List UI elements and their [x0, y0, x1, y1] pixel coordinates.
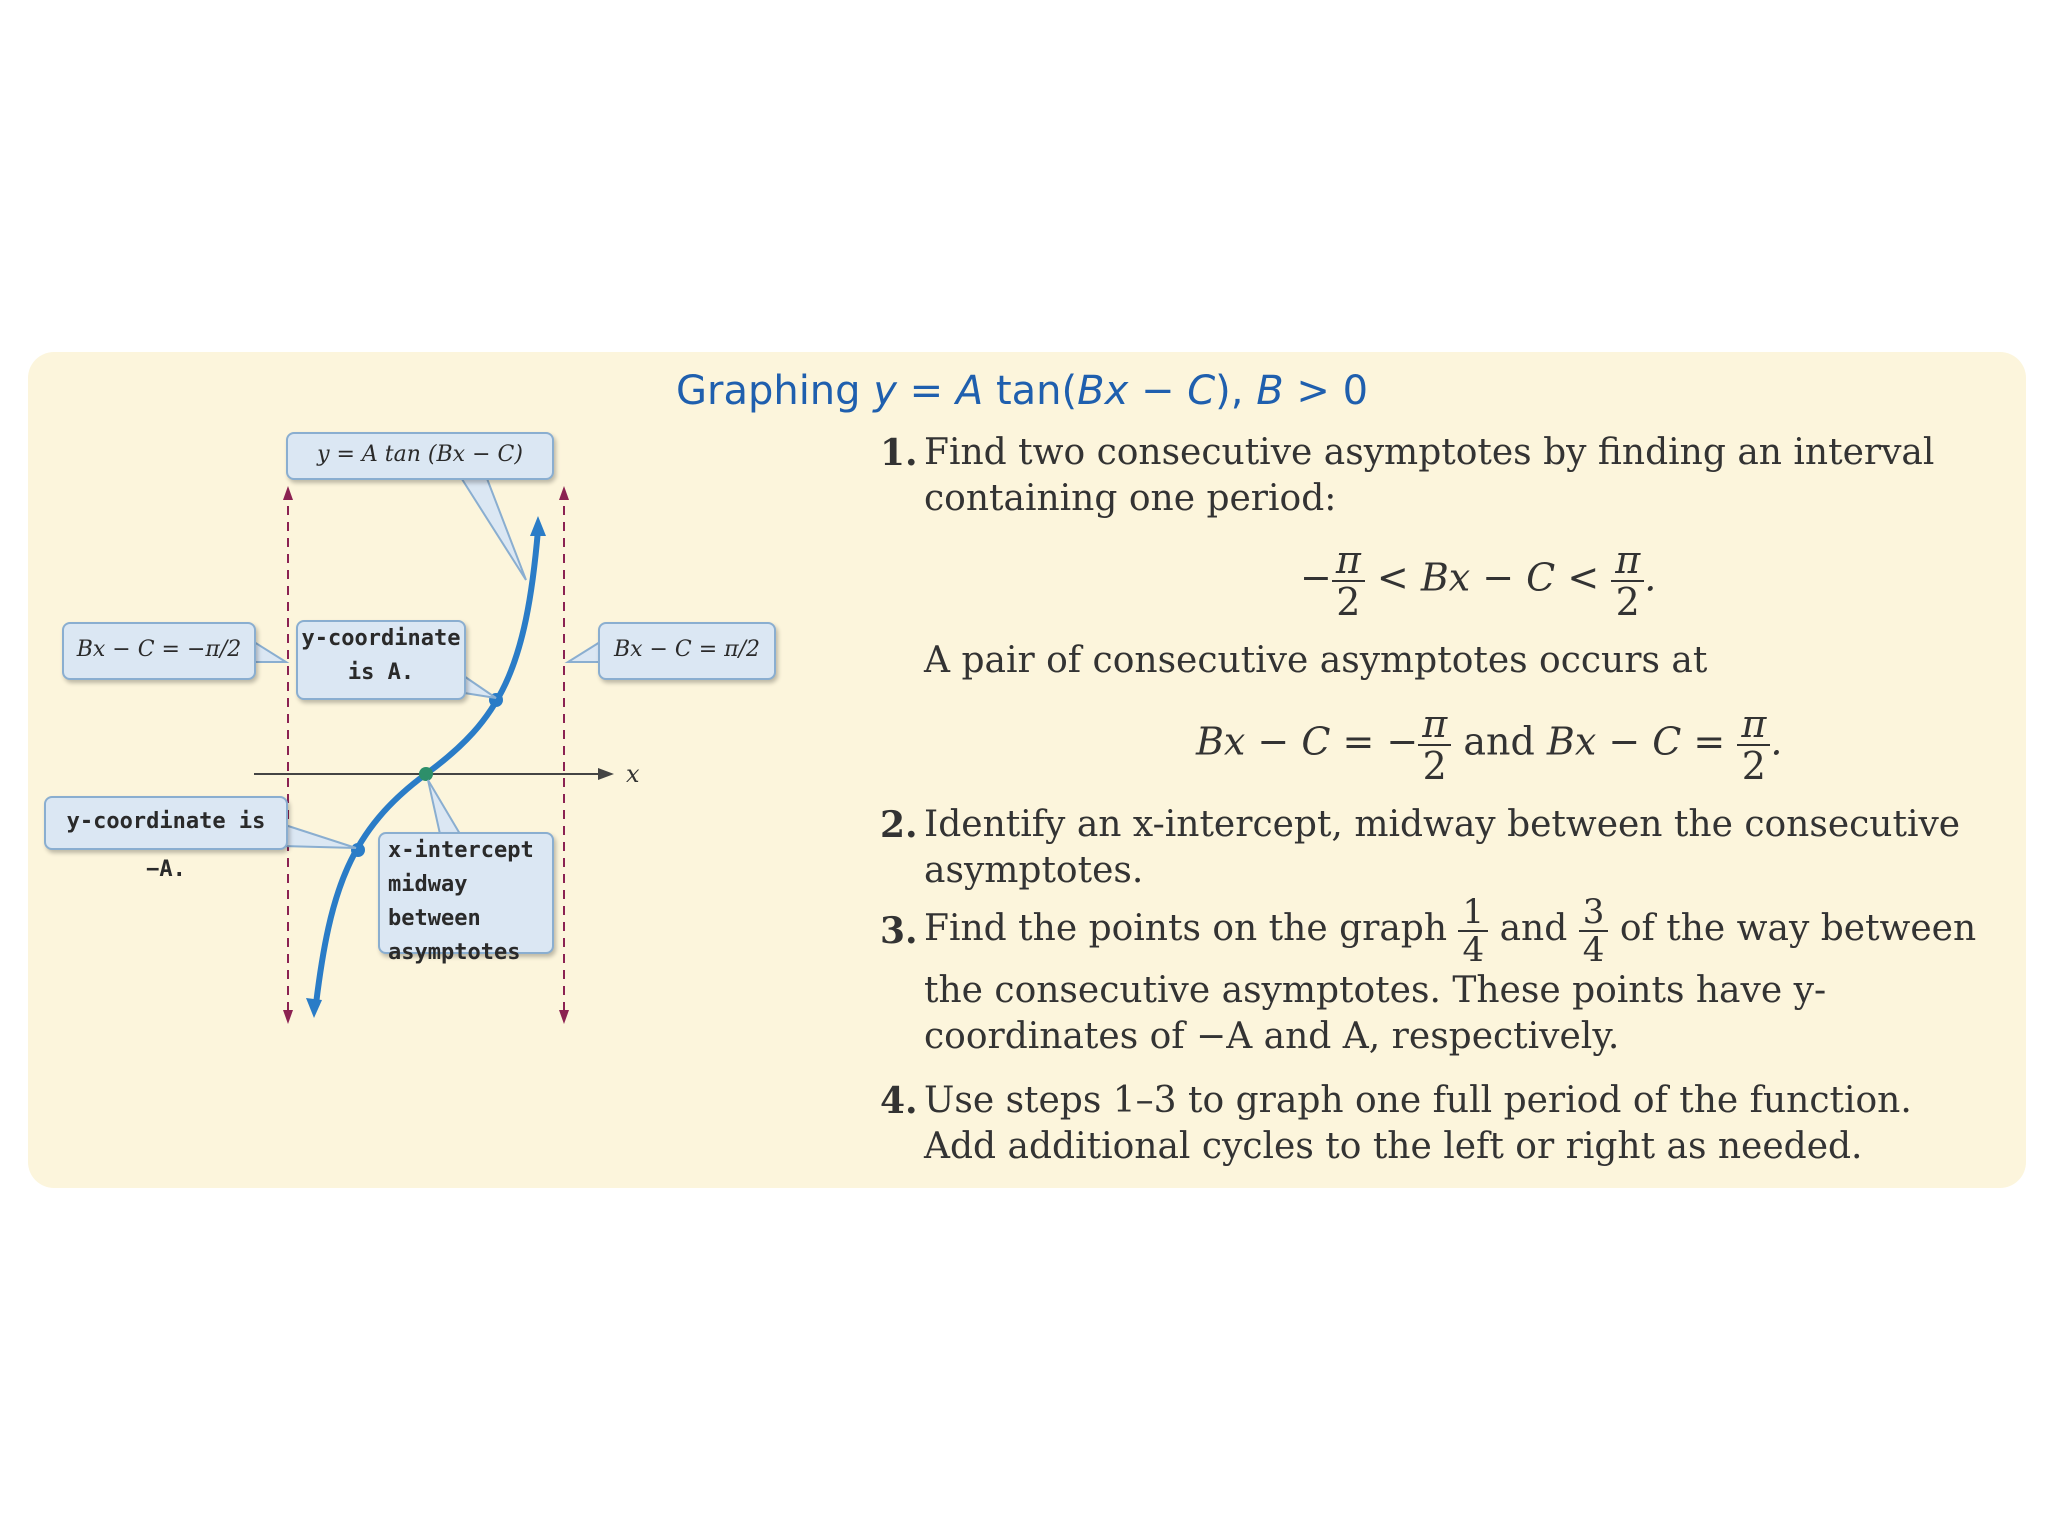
- x-axis-label: x: [626, 760, 640, 788]
- step-number: 4.: [880, 1080, 918, 1122]
- callout-y-coordinate-negative-a: y-coordinate is −A.: [44, 796, 288, 850]
- step-number: 3.: [880, 910, 918, 952]
- step-text: Identify an x-intercept, midway between the consecutive asymptotes.: [924, 804, 1961, 891]
- pointer-y-negative: [282, 824, 356, 848]
- step-number: 1.: [880, 432, 918, 474]
- pointer-right-asymptote: [568, 642, 600, 662]
- step-text: A pair of consecutive asymptotes occurs at: [924, 640, 1708, 681]
- fraction-one-quarter: $\frac{1}{4}$: [1458, 894, 1488, 968]
- callout-right-asymptote: Bx − C = π/2: [598, 622, 776, 680]
- step-text: Find the points on the graph $\frac{1}{4}$ and $\frac{3}{4}$ of the way between the consecutive asymptotes. These points have y-coordinates of −A and A, respectively.: [924, 892, 1977, 1057]
- page-title: Graphing y = A tan(Bx − C), B > 0: [676, 368, 1369, 414]
- step-text: Use steps 1–3 to graph one full period of the function. Add additional cycles to the left or right as needed.: [924, 1080, 1912, 1167]
- curve-arrow-bottom: [306, 998, 322, 1018]
- callout-y-coordinate-a: y-coordinate is A.: [296, 620, 466, 700]
- point-x-intercept: [419, 767, 433, 781]
- interval-equation: − $\frac{\pi}{2}$ < Bx − C < $\frac{\pi}{2}$ .: [1300, 538, 1657, 624]
- pointer-intercept: [428, 780, 460, 834]
- fraction-three-quarters: $\frac{3}{4}$: [1579, 894, 1609, 968]
- left-asymptote-arrow-down: [283, 1010, 293, 1024]
- step-number: 2.: [880, 804, 918, 846]
- left-asymptote-arrow-up: [283, 486, 293, 500]
- x-axis-arrow: [598, 768, 614, 780]
- asymptote-equation: Bx − C = − $\frac{\pi}{2}$ and Bx − C = $\frac{\pi}{2}$ .: [1196, 702, 1783, 788]
- pointer-top: [460, 476, 526, 580]
- pointer-left-asymptote: [254, 642, 286, 662]
- curve-arrow-top: [530, 516, 546, 536]
- step-text: Find two consecutive asymptotes by finding an interval containing one period:: [924, 432, 1935, 519]
- right-asymptote-arrow-up: [559, 486, 569, 500]
- callout-x-intercept: x-intercept midway between asymptotes: [378, 832, 554, 954]
- right-asymptote-arrow-down: [559, 1010, 569, 1024]
- callout-left-asymptote: Bx − C = −π/2: [62, 622, 256, 680]
- callout-equation: y = A tan (Bx − C): [286, 432, 554, 480]
- point-y-negative-a: [351, 843, 365, 857]
